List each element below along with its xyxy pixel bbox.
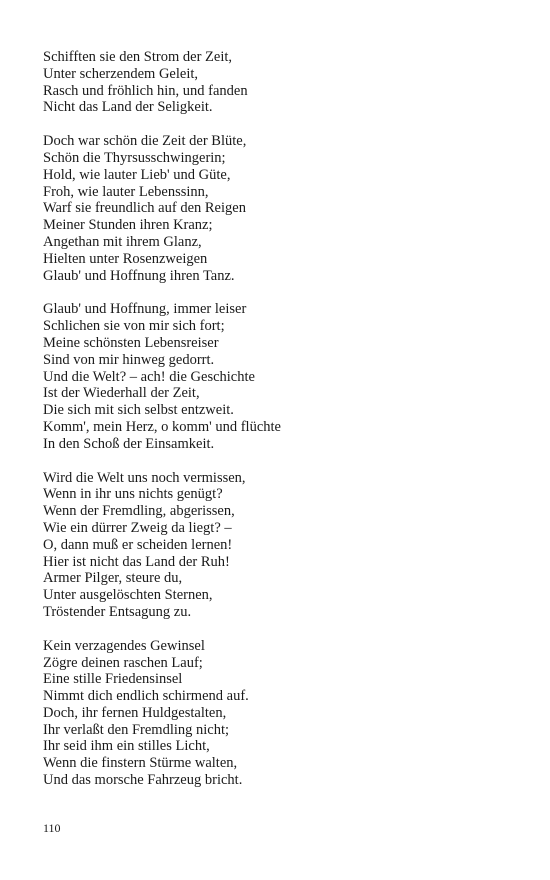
poem-line: Doch war schön die Zeit der Blüte, [43, 133, 247, 150]
poem-line: Unter scherzendem Geleit, [43, 65, 198, 82]
poem-line: Eine stille Friedensinsel [43, 671, 183, 688]
poem-line: In den Schoß der Einsamkeit. [43, 435, 215, 452]
poem-line: Armer Pilger, steure du, [43, 570, 183, 587]
stanza-5 [43, 638, 523, 789]
poem-line: Und die Welt? – ach! die Geschichte [43, 368, 255, 385]
poem-line: Zögre deinen raschen Lauf; [43, 654, 203, 671]
poem-line: Wenn die finstern Stürme walten, [43, 755, 238, 772]
poem-line: O, dann muß er scheiden lernen! [43, 536, 233, 553]
poem-line: Warf sie freundlich auf den Reigen [43, 200, 246, 217]
stanza-3 [43, 301, 523, 452]
poem-line: Glaub' und Hoffnung ihren Tanz. [43, 267, 235, 284]
stanza-4 [43, 470, 523, 621]
poem-line: Ist der Wiederhall der Zeit, [43, 385, 200, 402]
poem-line: Meine schönsten Lebensreiser [43, 334, 219, 351]
stanza-1 [43, 49, 523, 116]
stanza-2 [43, 133, 523, 284]
poem-line: Tröstender Entsagung zu. [43, 603, 192, 620]
poem-line: Schön die Thyrsusschwingerin; [43, 149, 226, 166]
poem-line: Komm', mein Herz, o komm' und flüchte [43, 418, 281, 435]
poem-line: Wie ein dürrer Zweig da liegt? – [43, 519, 232, 536]
poem-line: Unter ausgelöschten Sternen, [43, 587, 213, 604]
poem-body [43, 49, 523, 806]
poem-line: Schifften sie den Strom der Zeit, [43, 49, 232, 65]
poem-line: Ihr seid ihm ein stilles Licht, [43, 738, 210, 755]
poem-line: Und das morsche Fahrzeug bricht. [43, 772, 243, 789]
poem-line: Nimmt dich endlich schirmend auf. [43, 688, 249, 705]
page-number: 110 [43, 821, 61, 835]
poem-line: Doch, ihr fernen Huldgestalten, [43, 704, 227, 721]
poem-line: Hier ist nicht das Land der Ruh! [43, 553, 230, 570]
poem-line: Meiner Stunden ihren Kranz; [43, 217, 213, 234]
poem-line: Rasch und fröhlich hin, und fanden [43, 82, 248, 99]
poem-line: Wenn in ihr uns nichts genügt? [43, 486, 223, 503]
poem-line: Angethan mit ihrem Glanz, [43, 233, 202, 250]
poem-line: Sind von mir hinweg gedorrt. [43, 351, 215, 368]
poem-line: Die sich mit sich selbst entzweit. [43, 402, 234, 419]
poem-line: Ihr verlaßt den Fremdling nicht; [43, 721, 230, 738]
poem-line: Froh, wie lauter Lebenssinn, [43, 183, 209, 200]
poem-line: Wird die Welt uns noch vermissen, [43, 469, 246, 486]
poem-line: Schlichen sie von mir sich fort; [43, 318, 225, 335]
poem-line: Wenn der Fremdling, abgerissen, [43, 503, 235, 520]
poem-line: Hold, wie lauter Lieb' und Güte, [43, 166, 231, 183]
poem-line: Nicht das Land der Seligkeit. [43, 99, 213, 116]
poem-line: Glaub' und Hoffnung, immer leiser [43, 301, 247, 318]
poem-line: Hielten unter Rosenzweigen [43, 250, 208, 267]
poem-line: Kein verzagendes Gewinsel [43, 637, 205, 654]
